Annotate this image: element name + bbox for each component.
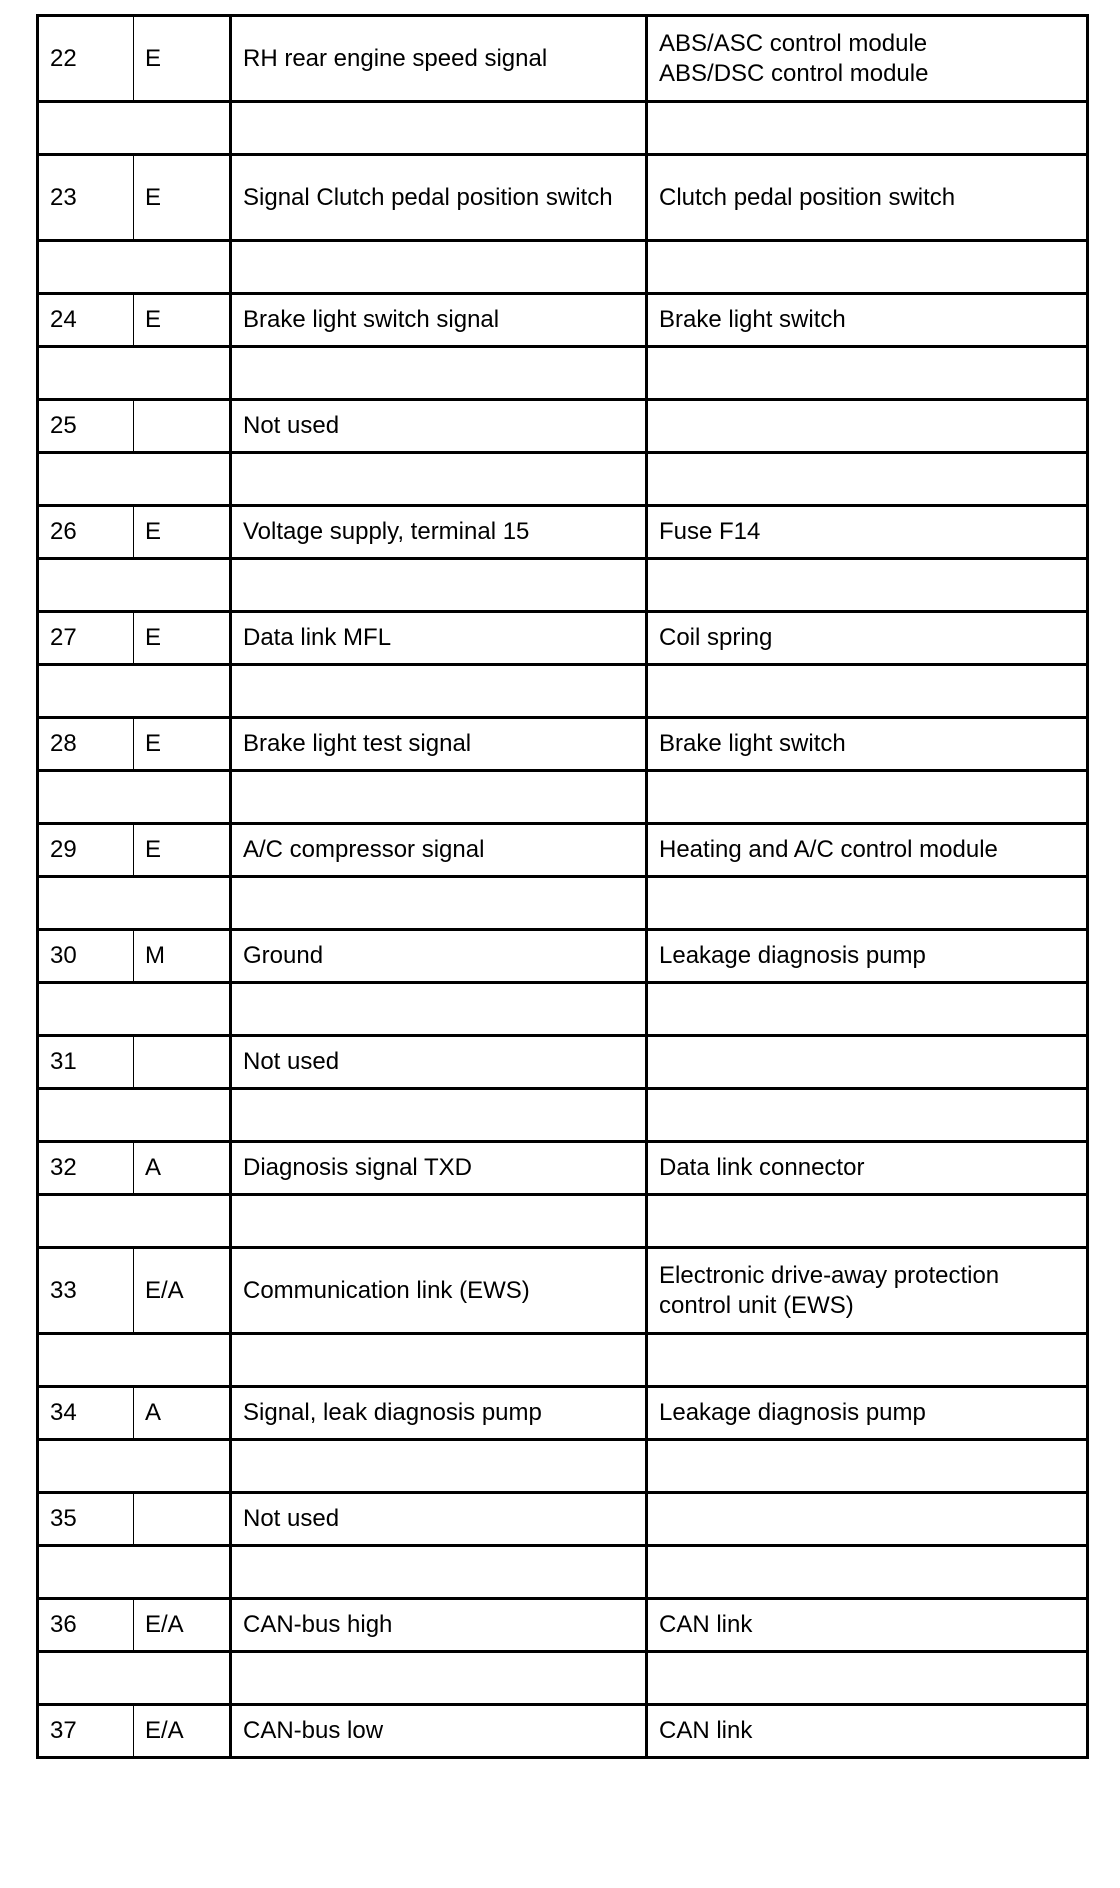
table-row [38, 1705, 1088, 1758]
empty-cell [38, 1546, 231, 1599]
empty-cell [38, 347, 231, 400]
spacer-row [38, 102, 1088, 155]
signal-cell: Signal, leak diagnosis pump [231, 1387, 647, 1440]
empty-cell [647, 1652, 1088, 1705]
table-row [38, 16, 1088, 102]
signal-cell: Diagnosis signal TXD [231, 1142, 647, 1195]
pin-cell: 33 [38, 1248, 134, 1334]
signal-cell: CAN-bus high [231, 1599, 647, 1652]
empty-cell [231, 453, 647, 506]
component-cell: Clutch pedal position switch [647, 155, 1088, 241]
type-cell: M [134, 930, 231, 983]
signal-cell: Data link MFL [231, 612, 647, 665]
empty-cell [647, 771, 1088, 824]
pin-cell: 34 [38, 1387, 134, 1440]
table-row [38, 930, 1088, 983]
signal-cell: A/C compressor signal [231, 824, 647, 877]
type-cell: E/A [134, 1705, 231, 1758]
empty-cell [38, 241, 231, 294]
type-cell: E [134, 16, 231, 102]
component-cell: Fuse F14 [647, 506, 1088, 559]
type-cell: E [134, 506, 231, 559]
type-cell: E [134, 294, 231, 347]
component-cell: Coil spring [647, 612, 1088, 665]
empty-cell [647, 241, 1088, 294]
empty-cell [231, 559, 647, 612]
spacer-row [38, 347, 1088, 400]
signal-cell: Voltage supply, terminal 15 [231, 506, 647, 559]
type-cell [134, 400, 231, 453]
table-row [38, 1493, 1088, 1546]
table-row [38, 1387, 1088, 1440]
empty-cell [231, 877, 647, 930]
type-cell: E [134, 718, 231, 771]
empty-cell [231, 1440, 647, 1493]
spacer-row [38, 983, 1088, 1036]
empty-cell [231, 1546, 647, 1599]
signal-cell: RH rear engine speed signal [231, 16, 647, 102]
component-cell: Heating and A/C control module [647, 824, 1088, 877]
empty-cell [231, 241, 647, 294]
type-cell: A [134, 1387, 231, 1440]
component-cell [647, 1036, 1088, 1089]
empty-cell [647, 559, 1088, 612]
type-cell: E [134, 824, 231, 877]
component-cell: Electronic drive-away protection control unit (EWS) [647, 1248, 1088, 1334]
empty-cell [647, 453, 1088, 506]
signal-cell: Brake light switch signal [231, 294, 647, 347]
empty-cell [38, 1440, 231, 1493]
signal-cell: Not used [231, 1493, 647, 1546]
spacer-row [38, 877, 1088, 930]
spacer-row [38, 1089, 1088, 1142]
signal-cell: CAN-bus low [231, 1705, 647, 1758]
spacer-row [38, 1195, 1088, 1248]
empty-cell [38, 1089, 231, 1142]
empty-cell [231, 1195, 647, 1248]
pin-assignment-table [36, 14, 1089, 1759]
empty-cell [231, 983, 647, 1036]
spacer-row [38, 1652, 1088, 1705]
table-row [38, 1599, 1088, 1652]
empty-cell [38, 665, 231, 718]
signal-cell: Not used [231, 400, 647, 453]
component-cell [647, 1493, 1088, 1546]
empty-cell [647, 1195, 1088, 1248]
empty-cell [647, 877, 1088, 930]
empty-cell [231, 1652, 647, 1705]
table-row [38, 155, 1088, 241]
empty-cell [38, 453, 231, 506]
pin-cell: 36 [38, 1599, 134, 1652]
empty-cell [647, 1440, 1088, 1493]
empty-cell [38, 983, 231, 1036]
empty-cell [231, 1334, 647, 1387]
component-cell: ABS/ASC control module ABS/DSC control module [647, 16, 1088, 102]
spacer-row [38, 1334, 1088, 1387]
signal-cell: Communication link (EWS) [231, 1248, 647, 1334]
table-row [38, 294, 1088, 347]
table-row [38, 506, 1088, 559]
pin-cell: 23 [38, 155, 134, 241]
spacer-row [38, 665, 1088, 718]
spacer-row [38, 241, 1088, 294]
signal-cell: Ground [231, 930, 647, 983]
pin-cell: 28 [38, 718, 134, 771]
component-cell [647, 400, 1088, 453]
pin-cell: 27 [38, 612, 134, 665]
pin-cell: 32 [38, 1142, 134, 1195]
table-row [38, 1036, 1088, 1089]
empty-cell [647, 1089, 1088, 1142]
type-cell: A [134, 1142, 231, 1195]
empty-cell [38, 1334, 231, 1387]
table-body [38, 16, 1088, 1758]
type-cell: E [134, 155, 231, 241]
table-row [38, 612, 1088, 665]
table-row [38, 718, 1088, 771]
table-row [38, 1142, 1088, 1195]
pin-cell: 29 [38, 824, 134, 877]
empty-cell [231, 665, 647, 718]
pin-cell: 24 [38, 294, 134, 347]
signal-cell: Not used [231, 1036, 647, 1089]
pin-cell: 31 [38, 1036, 134, 1089]
empty-cell [647, 347, 1088, 400]
pin-cell: 37 [38, 1705, 134, 1758]
spacer-row [38, 1440, 1088, 1493]
table-row [38, 1248, 1088, 1334]
pin-cell: 30 [38, 930, 134, 983]
empty-cell [647, 102, 1088, 155]
empty-cell [647, 1546, 1088, 1599]
spacer-row [38, 559, 1088, 612]
table-row [38, 400, 1088, 453]
spacer-row [38, 453, 1088, 506]
pin-cell: 35 [38, 1493, 134, 1546]
pin-cell: 22 [38, 16, 134, 102]
component-cell: Leakage diagnosis pump [647, 1387, 1088, 1440]
type-cell [134, 1036, 231, 1089]
empty-cell [38, 559, 231, 612]
component-cell: Leakage diagnosis pump [647, 930, 1088, 983]
empty-cell [38, 102, 231, 155]
empty-cell [647, 1334, 1088, 1387]
empty-cell [231, 347, 647, 400]
empty-cell [38, 1652, 231, 1705]
component-cell: Brake light switch [647, 294, 1088, 347]
spacer-row [38, 1546, 1088, 1599]
component-cell: Brake light switch [647, 718, 1088, 771]
signal-cell: Signal Clutch pedal position switch [231, 155, 647, 241]
empty-cell [38, 877, 231, 930]
spacer-row [38, 771, 1088, 824]
type-cell: E/A [134, 1248, 231, 1334]
pin-cell: 26 [38, 506, 134, 559]
table-row [38, 824, 1088, 877]
type-cell: E [134, 612, 231, 665]
pin-cell: 25 [38, 400, 134, 453]
empty-cell [38, 1195, 231, 1248]
signal-cell: Brake light test signal [231, 718, 647, 771]
component-cell: CAN link [647, 1705, 1088, 1758]
type-cell [134, 1493, 231, 1546]
component-cell: CAN link [647, 1599, 1088, 1652]
empty-cell [231, 771, 647, 824]
empty-cell [231, 102, 647, 155]
empty-cell [231, 1089, 647, 1142]
type-cell: E/A [134, 1599, 231, 1652]
empty-cell [647, 983, 1088, 1036]
empty-cell [38, 771, 231, 824]
empty-cell [647, 665, 1088, 718]
component-cell: Data link connector [647, 1142, 1088, 1195]
